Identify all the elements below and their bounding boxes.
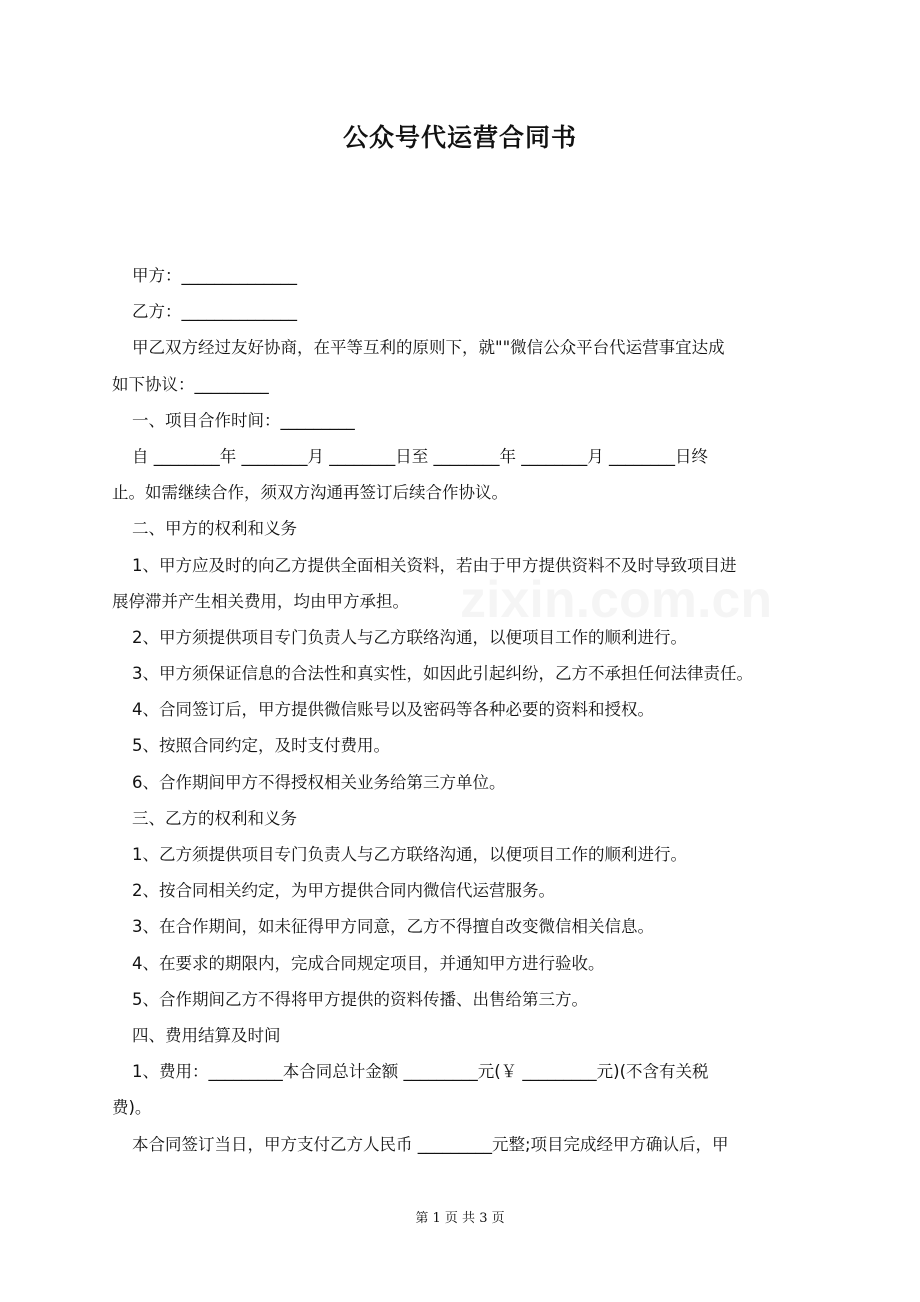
page-footer: 第 1 页 共 3 页 — [415, 1211, 505, 1226]
text-line: 费)。 — [112, 1098, 152, 1118]
text-line: 甲乙双方经过友好协商，在平等互利的原则下，就""微信公众平台代运营事宜达成 — [132, 338, 725, 358]
text-line: 5、合作期间乙方不得将甲方提供的资料传播、出售给第三方。 — [132, 989, 588, 1009]
text-line: 四、费用结算及时间 — [132, 1025, 281, 1045]
text-line: 2、甲方须提供项目专门负责人与乙方联络沟通，以便项目工作的顺利进行。 — [132, 627, 687, 647]
text-line: 甲方：______________ — [132, 266, 297, 285]
text-line: 4、在要求的期限内，完成合同规定项目，并通知甲方进行验收。 — [132, 953, 605, 973]
text-line: 4、合同签订后，甲方提供微信账号以及密码等各种必要的资料和授权。 — [132, 700, 654, 720]
text-line: 1、甲方应及时的向乙方提供全面相关资料，若由于甲方提供资料不及时导致项目进 — [132, 555, 737, 575]
text-line: 二、甲方的权利和义务 — [132, 519, 297, 539]
text-line: 3、甲方须保证信息的合法性和真实性，如因此引起纠纷，乙方不承担任何法律责任。 — [132, 664, 753, 684]
text-line: 止。如需继续合作，须双方沟通再签订后续合作协议。 — [112, 483, 508, 503]
text-line: 展停滞并产生相关费用，均由甲方承担。 — [112, 591, 409, 611]
text-line: 自 ________年 ________月 ________日至 ________年 ________月 ________日终 — [132, 446, 708, 466]
document-title: 公众号代运营合同书 — [342, 123, 577, 152]
text-line: 1、费用：_________本合同总计金额 _________元(￥ _________元)(不含有关税 — [132, 1062, 709, 1082]
text-line: 本合同签订当日，甲方支付乙方人民币 _________元整;项目完成经甲方确认后，甲 — [132, 1134, 729, 1154]
text-line: 乙方：______________ — [132, 302, 297, 322]
text-line: 一、项目合作时间：_________ — [132, 410, 355, 430]
text-line: 如下协议：_________ — [112, 374, 269, 394]
text-line: 3、在合作期间，如未征得甲方同意，乙方不得擅自改变微信相关信息。 — [132, 917, 654, 937]
document-body — [112, 258, 824, 1163]
text-line: 三、乙方的权利和义务 — [132, 808, 297, 828]
text-line: 6、合作期间甲方不得授权相关业务给第三方单位。 — [132, 772, 506, 792]
text-line: 1、乙方须提供项目专门负责人与乙方联络沟通，以便项目工作的顺利进行。 — [132, 845, 687, 864]
text-line: 5、按照合同约定，及时支付费用。 — [132, 736, 390, 756]
text-line: 2、按合同相关约定，为甲方提供合同内微信代运营服务。 — [132, 881, 555, 901]
